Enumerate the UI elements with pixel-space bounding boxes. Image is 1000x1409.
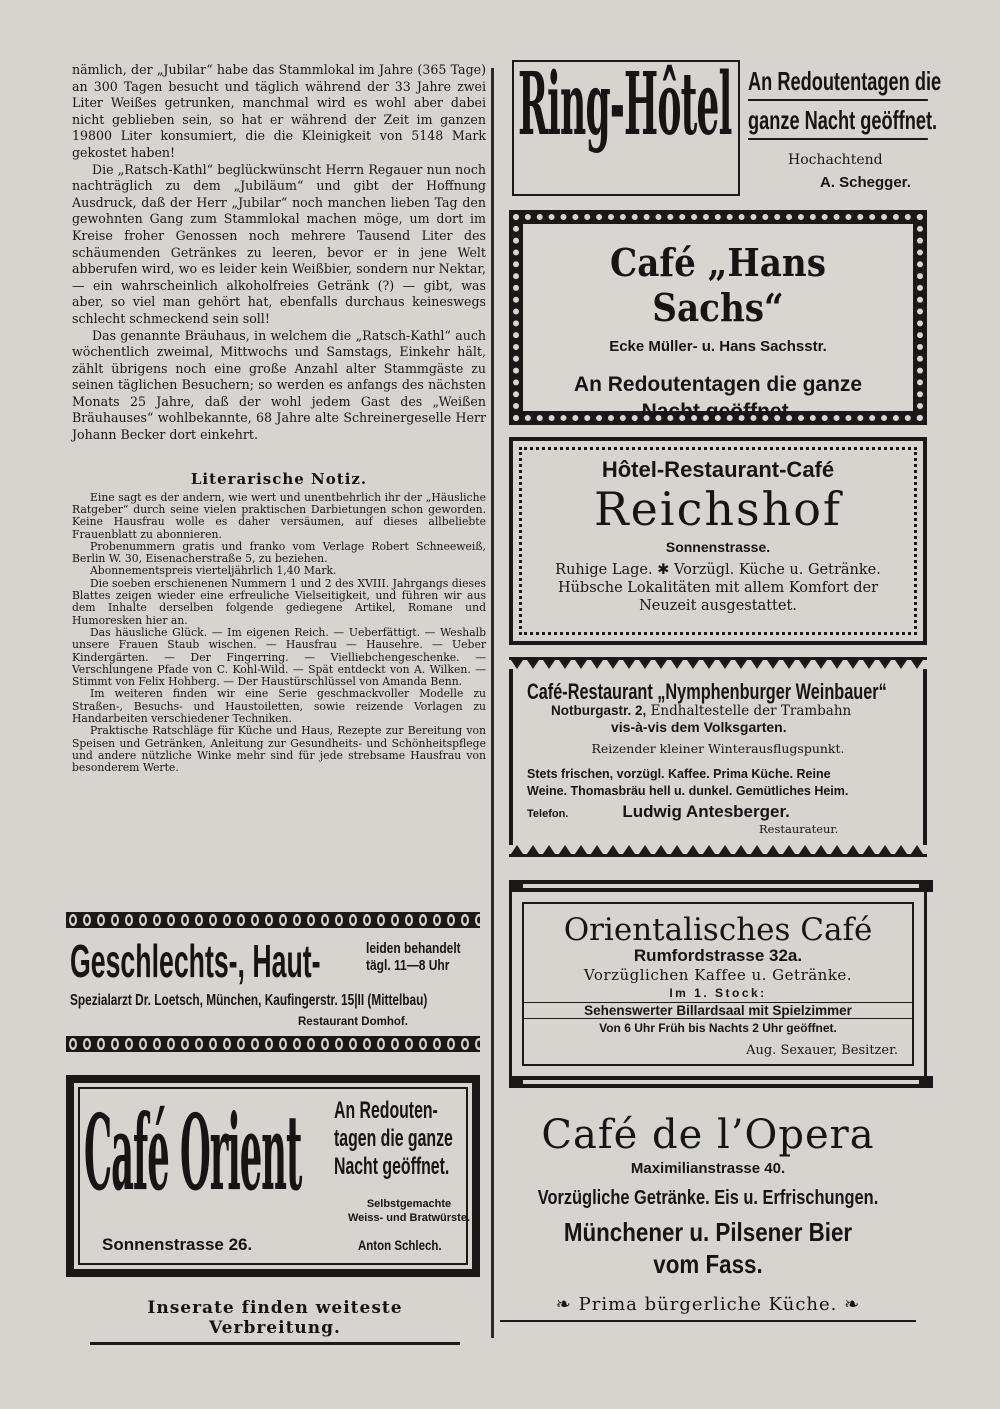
opera-bottom-rule: [500, 1320, 916, 1322]
orientalisches-bottom-bar: [509, 1076, 933, 1088]
reichshof-line-1: Ruhige Lage. ✱ Vorzügl. Küche u. Getränke.: [555, 562, 881, 578]
ad-cafe-de-lopera: [500, 1112, 916, 1332]
opera-kitchen: Prima bürgerliche Küche.: [578, 1294, 838, 1315]
ring-hotel-name-box: [512, 54, 740, 196]
cafe-orient-address: Sonnenstrasse 26.: [102, 1235, 253, 1254]
article-paragraph-3: Das genannte Bräuhaus, in welchem die „Ratsch-Kathl“ auch wöchentlich zweimal, Mittwochs und Samstags, Einkehr hält, zählt übrigens noch eine große Anzahl alter Stammgäste zu seinen täglichen Besuchern; so werden es anfangs des nächsten Monats 25 Jahre, daß der wohl jedem Gast des „Weißen Bräuhauses“ wohlbekannte, 68 Jahre alte Schreinergeselle Herr Johann Becker dort einkehrt.: [72, 327, 486, 443]
nymphenburger-opposite: vis-à-vis dem Volksgarten.: [611, 719, 787, 735]
nymphenburger-tagline: Reizender kleiner Winterausflugspunkt.: [591, 741, 845, 756]
ad-hans-sachs: [509, 210, 927, 425]
ring-hotel-owner: A. Schegger.: [820, 174, 911, 191]
nymphenburger-offer: [527, 766, 923, 800]
cafe-orient-note-3: Nacht geöffnet.: [334, 1153, 450, 1180]
ad-geschlechts: [66, 912, 480, 1060]
article-paragraph-2: Die „Ratsch-Kathl“ beglückwünscht Herrn Regauer nun noch nachträglich zu dem „Jubiläum“ und gibt der Hoffnung Ausdruck, daß der Herr „Jubilar“ noch manchen lieben Tag den gewohnten Gang zum Stammlokal machen möge, um dort im Kreise froher Genossen noch mehrere Tausend Liter des schäumenden Getränkes zu leeren, bevor er in jene Welt abberufen wird, wo es leider kein Weißbier, sondern nur Nektar, — ein wahrscheinlich alkoholfreies Getränk (?) — gibt, was aber, so viel man gehört hat, ebenfalls durchaus keineswegs schlecht schmeckend sein soll!: [72, 161, 486, 326]
orientalisches-floor: Im 1. Stock:: [669, 986, 767, 1000]
notiz-paragraph-6: Im weiteren finden wir eine Serie geschmackvoller Modelle zu Straßen-, Besuchs- und Haustoiletten, sowie reizende Vorlagen zu Handarbeiten verschiedener Techniken.: [72, 687, 486, 725]
ad-nymphenburger: [509, 657, 927, 857]
article-column: [72, 62, 486, 774]
ring-hotel-info: [748, 66, 942, 191]
opera-beer-1: Münchener u. Pilsener Bier: [563, 1217, 853, 1247]
ring-hotel-line-1: An Redoutentagen die: [748, 66, 928, 101]
cafe-orient-note-1: An Redouten-: [334, 1097, 438, 1124]
notiz-paragraph-7: Praktische Ratschläge für Küche und Haus, Rezepte zur Bereitung von Speisen und Getränken, Anleitung zur Gesundheits- und Schönheitspflege und andere nützliche Winke mehr sind für jede strebsame Hausfrau von besonderem Werte.: [72, 724, 486, 775]
fleuron-left-icon: ❧: [555, 1294, 572, 1315]
nymphenburger-phone: Telefon.: [527, 808, 569, 820]
reichshof-kind: Hôtel-Restaurant-Café: [601, 457, 835, 482]
reichshof-line-3: Neuzeit ausgestattet.: [639, 598, 797, 614]
notiz-paragraph-1: Eine sagt es der andern, wie wert und unentbehrlich ihr der „Häusliche Ratgeber“ durch seine vielen praktischen Darbietungen schon geworden. Keine Hausfrau wolle es daher versäumen, auf dieses allbeliebte Frauenblatt zu abonnieren.: [72, 490, 486, 541]
nymphenburger-address-rest: Endhaltestelle der Trambahn: [650, 703, 852, 719]
cafe-orient-specialty-1: Selbstgemachte: [366, 1198, 452, 1210]
reichshof-line-2: Hübsche Lokalitäten mit allem Komfort der: [557, 580, 879, 596]
ring-hotel-line-2: ganze Nacht geöffnet.: [748, 105, 928, 140]
nymphenburger-address: [551, 703, 923, 719]
geschlechts-hours: [366, 940, 461, 974]
notiz-paragraph-2: Probenummern gratis und franko vom Verlage Robert Schneeweiß, Berlin W. 30, Eisenacherstraße 5, zu beziehen.: [72, 539, 486, 566]
reichshof-street: Sonnenstrasse.: [665, 539, 771, 555]
hans-sachs-name: Café „Hans Sachs“: [609, 240, 827, 330]
ring-hotel-greeting: Hochachtend: [788, 152, 883, 168]
hans-sachs-address: Ecke Müller- u. Hans Sachsstr.: [609, 338, 827, 355]
opera-beer: [529, 1216, 887, 1280]
nymphenburger-frame: [509, 669, 927, 845]
ad-reichshof: [509, 437, 927, 645]
nymphenburger-offer-1: Stets frischen, vorzügl. Kaffee. Prima Küche. Reine: [527, 767, 831, 781]
orientalisches-inner-frame: [522, 902, 914, 1066]
notiz-paragraph-4: Die soeben erschienenen Nummern 1 und 2 des XVIII. Jahrgangs dieses Blattes zeigen wieder eine erfreuliche Vielseitigkeit, und führen wir aus dem Inhalte derselben folgende gediegene Artikel, Romane und Humoresken hier an.: [72, 576, 486, 627]
ornament-bottom: [66, 1036, 480, 1052]
article-paragraph-1: nämlich, der „Jubilar“ habe das Stammlokal im Jahre (365 Tage) an 300 Tagen besucht und täglich während der 33 Jahre zwei Liter Weißes getrunken, manchmal wird es wohl aber dabei nicht geblieben sein, so hat er während der Zeit im ganzen 19800 Liter konsumiert, die die Kleinigkeit von 5148 Mark gekostet haben!: [72, 62, 486, 160]
reichshof-name: Reichshof: [594, 482, 842, 536]
inserate-slogan: Inserate finden weiteste Verbreitung.: [90, 1298, 460, 1345]
hans-sachs-note: [523, 371, 913, 425]
hans-sachs-note-1: An Redoutentagen die ganze: [573, 373, 863, 396]
opera-name: Café de l’Opera: [541, 1112, 875, 1158]
cafe-orient-name: Café Orient: [84, 1091, 302, 1214]
cafe-orient-note-2: tagen die ganze: [334, 1125, 453, 1152]
reichshof-inner-frame: [519, 447, 917, 635]
ad-cafe-orient: [66, 1075, 480, 1277]
nymphenburger-offer-2: Weine. Thomasbräu hell u. dunkel. Gemütliches Heim.: [527, 784, 849, 798]
nymphenburger-owner-title: Restaurateur.: [759, 822, 839, 836]
opera-beer-2: vom Fass.: [653, 1249, 763, 1279]
geschlechts-doctor: Spezialarzt Dr. Loetsch, München, Kaufingerstr. 15|II (Mittelbau): [70, 992, 428, 1009]
geschlechts-hours-2: tägl. 11—8 Uhr: [366, 957, 450, 974]
opera-address: Maximilianstrasse 40.: [630, 1160, 786, 1177]
nymphenburger-name: Café-Restaurant „Nymphenburger Weinbauer“: [527, 679, 887, 704]
orientalisches-name: Orientalisches Café: [563, 912, 873, 948]
nymphenburger-owner: Ludwig Antesberger.: [622, 802, 790, 821]
orientalisches-offer: Vorzüglichen Kaffee u. Getränke.: [583, 966, 853, 984]
notiz-paragraph-5: Das häusliche Glück. — Im eigenen Reich. — Ueberfättigt. — Weshalb unsere Frauen Staub wischen. — Hausfrau — Hausehre. — Ueber Kindergärten. — Der Fingerring. — Vielliebchengeschenke. — Verschlungene Pfade von C. Kohl-Wild. — Spät entdeckt von A. Wilken. — Stimmt von Felix Hohberg. — Der Haustürschlüssel von Amanda Benn.: [72, 625, 486, 689]
geschlechts-location: Restaurant Domhof.: [298, 1016, 408, 1028]
orientalisches-billiard: Sehenswerter Billardsaal mit Spielzimmer: [524, 1002, 912, 1019]
notiz-title: Literarische Notiz.: [190, 469, 368, 488]
ad-orientalisches-cafe: [509, 880, 927, 1088]
fleuron-right-icon: ❧: [844, 1294, 861, 1315]
orientalisches-address: Rumfordstrasse 32a.: [633, 946, 803, 965]
opera-kitchen-line: [500, 1294, 916, 1315]
ornament-top: [66, 912, 480, 928]
notiz-paragraph-3: Abonnementspreis vierteljährlich 1,40 Mark.: [90, 564, 337, 578]
cafe-orient-specialty-2: Weiss- und Bratwürste.: [347, 1212, 471, 1224]
column-divider: [491, 68, 494, 1338]
cafe-orient-note: [334, 1097, 453, 1181]
zigzag-bottom: [509, 843, 927, 857]
geschlechts-hours-1: leiden behandelt: [366, 940, 461, 957]
geschlechts-headline: Geschlechts-, Haut-: [70, 935, 321, 987]
cafe-orient-owner: Anton Schlech.: [358, 1237, 442, 1253]
ring-hotel-name: Ring-Hôtel: [518, 54, 732, 155]
opera-drinks: Vorzügliche Getränke. Eis u. Erfrischungen.: [537, 1187, 879, 1209]
orientalisches-owner: Aug. Sexauer, Besitzer.: [746, 1043, 898, 1058]
orientalisches-top-bar: [509, 880, 933, 892]
cafe-orient-specialty: [344, 1197, 474, 1225]
nymphenburger-address-bold: Notburgastr. 2,: [551, 703, 647, 718]
hans-sachs-note-2: Nacht geöffnet.: [641, 400, 795, 423]
orientalisches-hours: Von 6 Uhr Früh bis Nachts 2 Uhr geöffnet.: [599, 1021, 837, 1035]
